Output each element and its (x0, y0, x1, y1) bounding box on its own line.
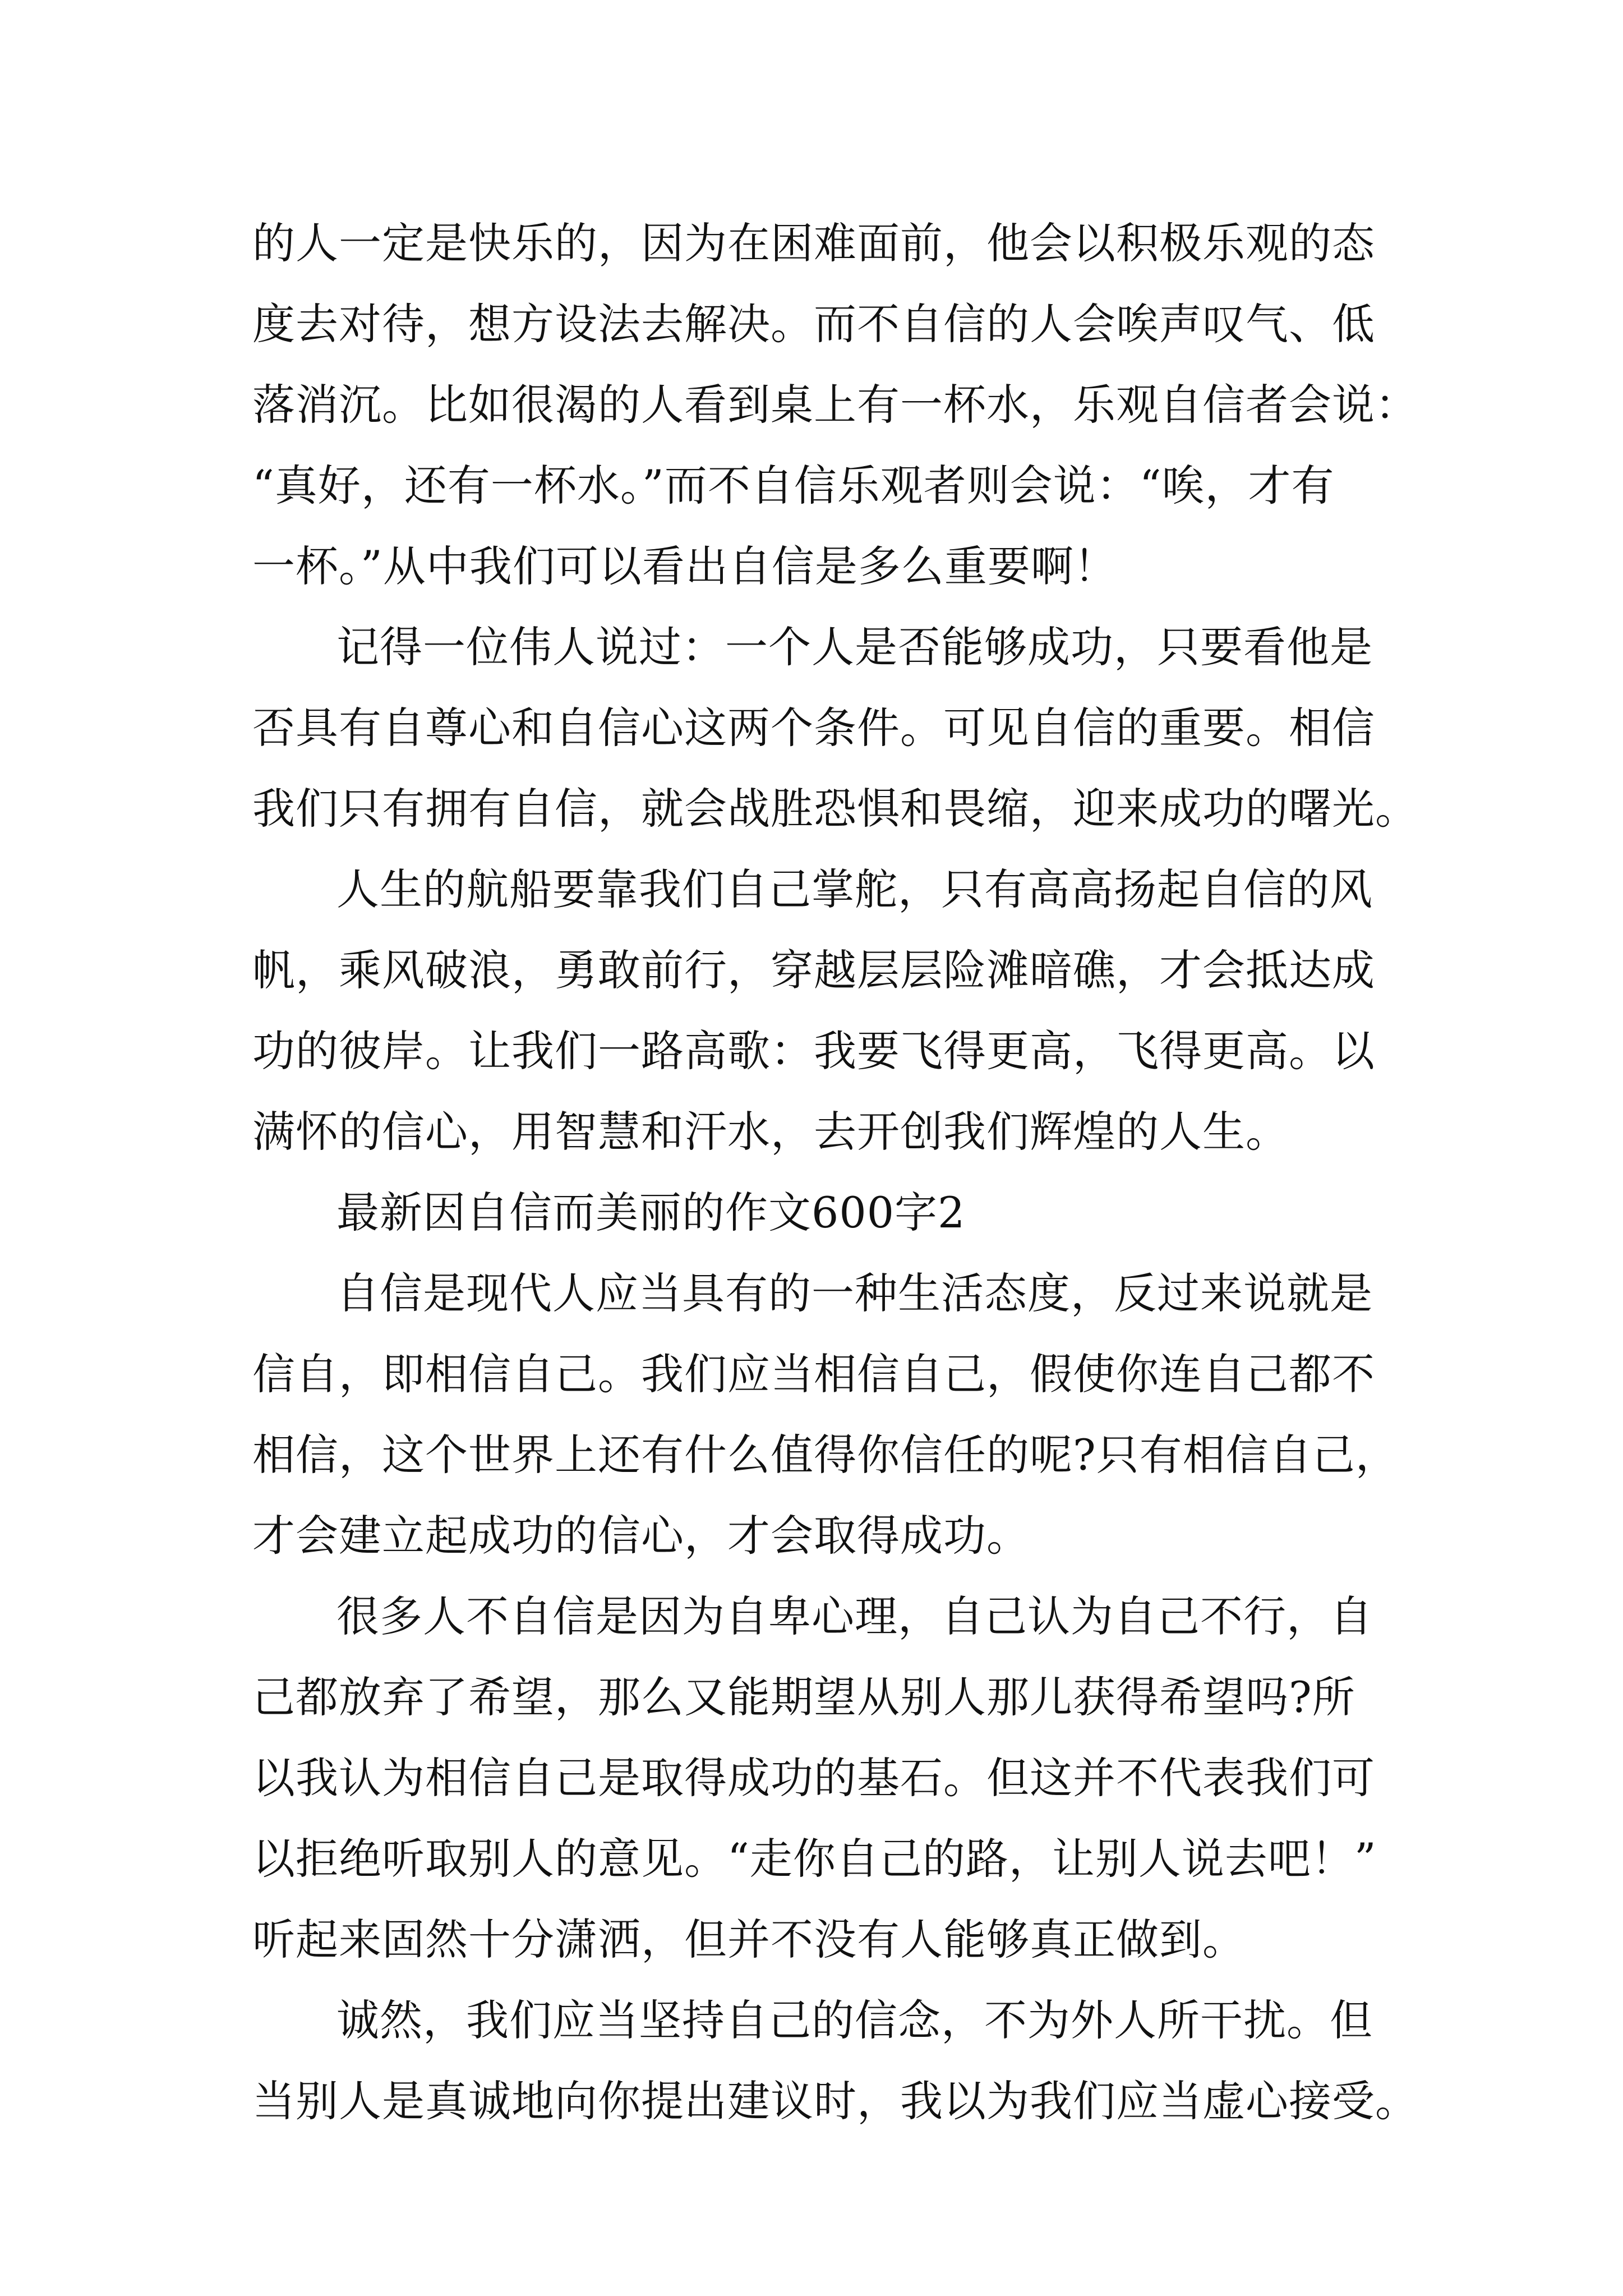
paragraph-first-line: 自信是现代人应当具有的一种生活态度，反过来说就是 (336, 1268, 1373, 1318)
text-line: 以我认为相信自己是取得成功的基石。但这并不代表我们可 (252, 1753, 1375, 1803)
text-line: 信自，即相信自己。我们应当相信自己，假使你连自己都不 (252, 1349, 1375, 1399)
text-line: 功的彼岸。让我们一路高歌：我要飞得更高，飞得更高。以 (252, 1026, 1375, 1076)
text-line: 落消沉。比如很渴的人看到桌上有一杯水，乐观自信者会说： (252, 380, 1418, 430)
text-line: 相信，这个世界上还有什么值得你信任的呢?只有相信自己， (252, 1430, 1399, 1480)
text-line: 的人一定是快乐的，因为在困难面前，他会以积极乐观的态 (252, 218, 1375, 268)
text-line: 满怀的信心，用智慧和汗水，去开创我们辉煌的人生。 (252, 1107, 1289, 1157)
text-line: 我们只有拥有自信，就会战胜恐惧和畏缩，迎来成功的曙光。 (252, 784, 1418, 834)
paragraph-first-line: 记得一位伟人说过：一个人是否能够成功，只要看他是 (336, 622, 1373, 672)
paragraph-first-line: 诚然，我们应当坚持自己的信念，不为外人所干扰。但 (336, 1995, 1373, 2045)
text-line: 帆，乘风破浪，勇敢前行，穿越层层险滩暗礁，才会抵达成 (252, 945, 1375, 995)
text-line: 度去对待，想方设法去解决。而不自信的人会唉声叹气、低 (252, 299, 1375, 349)
text-line: 己都放弃了希望，那么又能期望从别人那儿获得希望吗?所 (252, 1672, 1355, 1722)
paragraph-first-line: 人生的航船要靠我们自己掌舵，只有高高扬起自信的风 (336, 864, 1373, 914)
text-line: “真好，还有一杯水。”而不自信乐观者则会说：“唉，才有 (252, 461, 1335, 510)
document-body (252, 203, 1418, 2142)
text-line: 一杯。”从中我们可以看出自信是多么重要啊！ (252, 541, 1117, 591)
text-line: 否具有自尊心和自信心这两个条件。可见自信的重要。相信 (252, 703, 1375, 753)
section-heading: 最新因自信而美丽的作文600字2 (336, 1188, 966, 1237)
paragraph-first-line: 很多人不自信是因为自卑心理，自己认为自己不行，自 (336, 1591, 1373, 1641)
text-line: 听起来固然十分潇洒，但并不没有人能够真正做到。 (252, 1915, 1246, 1964)
text-line: 以拒绝听取别人的意见。“走你自己的路，让别人说去吧！” (252, 1834, 1377, 1884)
text-line: 当别人是真诚地向你提出建议时，我以为我们应当虚心接受。 (252, 2076, 1418, 2126)
text-line: 才会建立起成功的信心，才会取得成功。 (252, 1511, 1030, 1561)
